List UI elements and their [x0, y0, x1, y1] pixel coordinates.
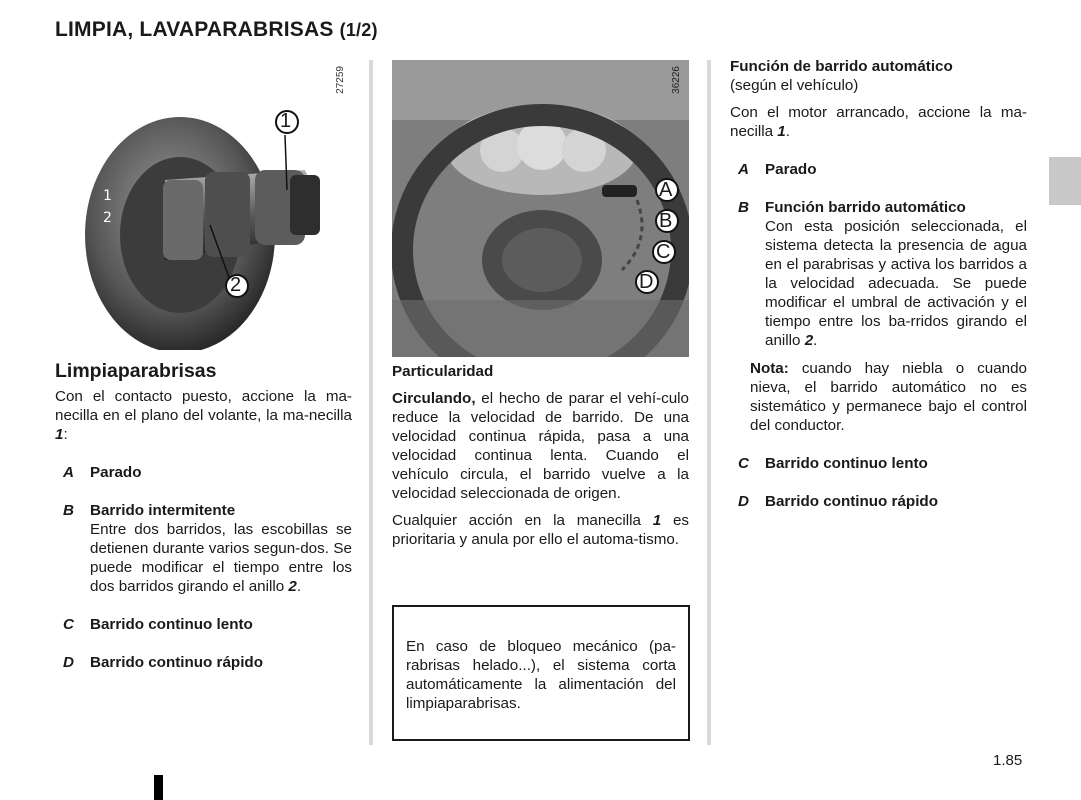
column-separator-right — [707, 60, 711, 745]
figure-steering-wheel — [392, 60, 689, 357]
title-main: LIMPIA, LAVAPARABRISAS — [55, 18, 334, 41]
intro-paragraph: Con el motor arrancado, accione la ma-necilla 1. — [730, 104, 1027, 140]
column-right — [730, 57, 1027, 511]
list-item: B Barrido intermitente Entre dos barridos, las escobillas se detienen durante varios segun-dos. Se puede modificar el tiempo entre los dos barridos girando el anillo 2. — [63, 502, 352, 595]
title-part: (1/2) — [339, 20, 378, 40]
list-item: A Parado — [738, 161, 817, 178]
column-middle — [392, 362, 689, 549]
list-item: D Barrido continuo rápido — [738, 493, 938, 510]
subheading: Función de barrido automático — [730, 58, 953, 75]
column-separator-left — [369, 60, 373, 745]
figure-wiper-stalk — [55, 60, 355, 350]
paragraph: Cualquier acción en la manecilla 1 es prioritaria y anula por ello el automa-tismo. — [392, 512, 689, 548]
list-item: D Barrido continuo rápido — [63, 654, 263, 671]
list-item: A Parado — [63, 464, 142, 481]
intro-paragraph: Con el contacto puesto, accione la ma-necilla en el plano del volante, la ma-necilla 1: — [55, 388, 352, 443]
figure-code: 27259 — [335, 66, 346, 94]
callout-1: 1 — [280, 110, 292, 132]
svg-text:1: 1 — [103, 188, 112, 204]
paragraph: Circulando, el hecho de parar el vehí-culo reduce la velocidad de barrido. De una velocidad continua rápida, pasa a una velocidad continua lenta. Cuando el vehículo circula, el barrido vuelve a la velocidad seleccionada de origen. — [392, 390, 689, 502]
callout-A: A — [659, 179, 673, 201]
section-heading: Limpiaparabrisas — [55, 360, 217, 382]
column-left — [55, 362, 352, 672]
callout-2: 2 — [230, 274, 242, 296]
list-item: C Barrido continuo lento — [63, 616, 253, 633]
crop-mark — [154, 775, 163, 800]
section-thumb-tab — [1049, 157, 1081, 205]
callout-B: B — [659, 210, 673, 232]
subheading: Particularidad — [392, 363, 494, 380]
list-item: C Barrido continuo lento — [738, 455, 928, 472]
figure-code: 36226 — [671, 66, 682, 94]
subheading-note: (según el vehículo) — [730, 77, 859, 94]
page-title — [55, 18, 378, 42]
page-number: 1.85 — [993, 752, 1023, 769]
wiper-stalk-illustration — [55, 60, 355, 350]
svg-text:2: 2 — [103, 210, 112, 226]
callout-D: D — [639, 271, 654, 293]
steering-wheel-photo — [392, 60, 689, 357]
list-item: B Función barrido automático Con esta posición seleccionada, el sistema detecta la presencia de agua en el parabrisas y activa los barridos a la velocidad adecuada. Se puede modificar el umbral de activación y el tiempo entre los ba-rridos girando el anillo 2. — [738, 199, 1027, 349]
note-paragraph: Nota: cuando hay niebla o cuando nieva, el barrido automático no es sistemático y permanece bajo el control del conductor. — [750, 360, 1027, 434]
callout-C: C — [656, 241, 671, 263]
warning-box: En caso de bloqueo mecánico (pa-rabrisas helado...), el sistema corta automáticamente la alimentación del limpiaparabrisas. — [392, 605, 690, 741]
